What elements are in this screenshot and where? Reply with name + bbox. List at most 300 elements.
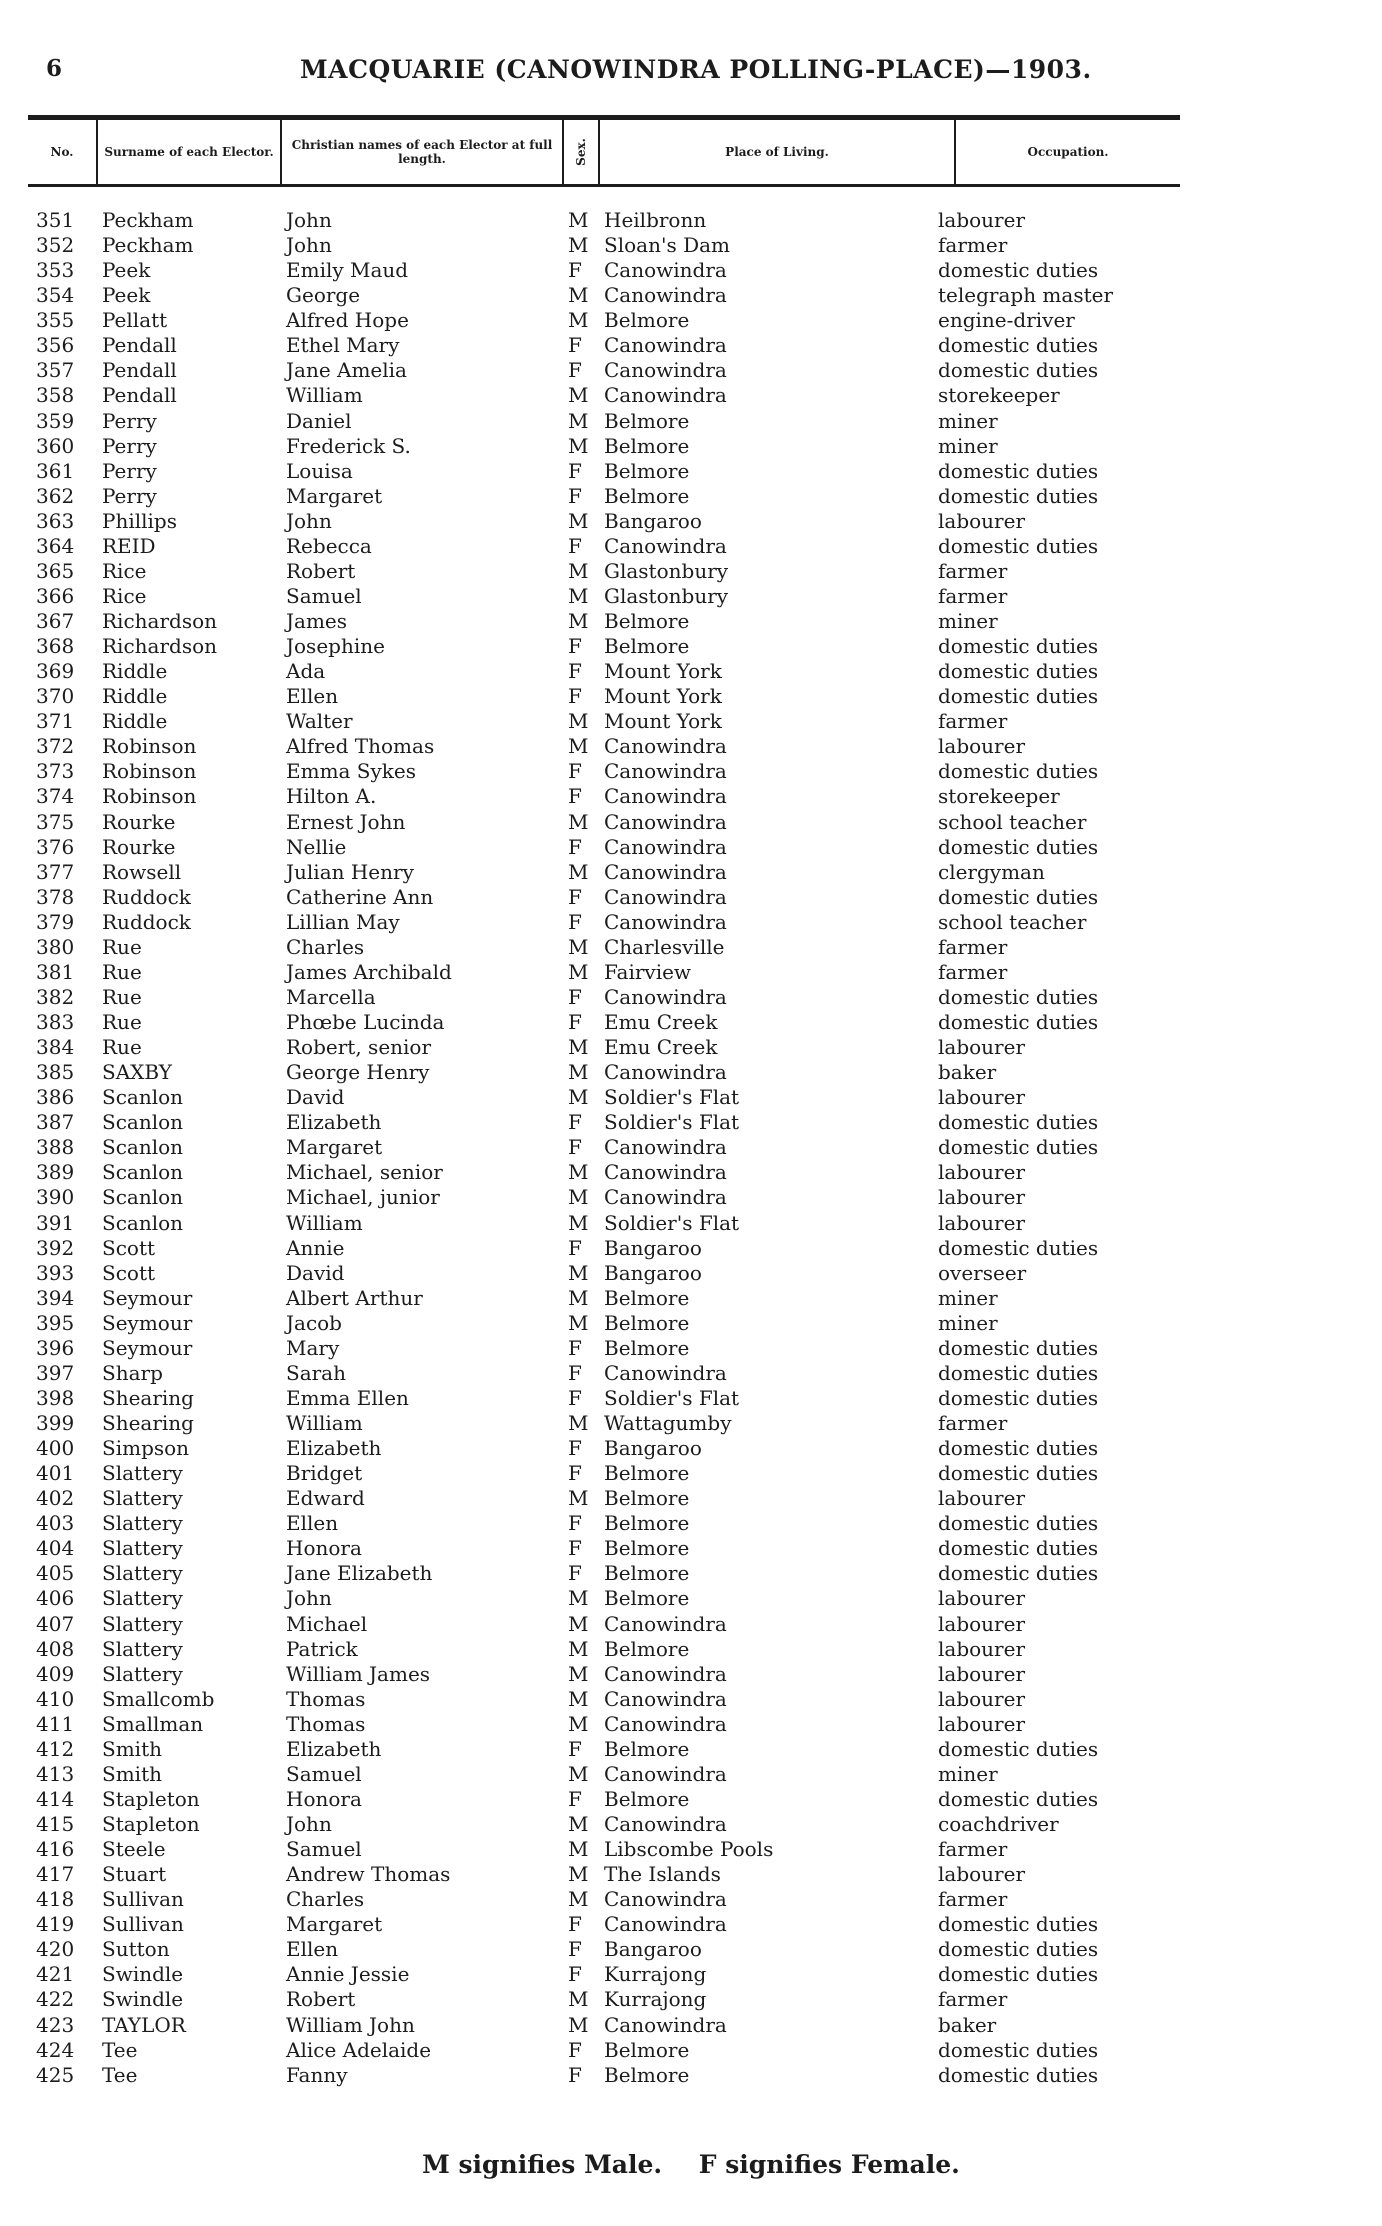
row-surname: Seymour [102,1335,193,1360]
row-number: 353 [36,258,75,283]
row-christian-names: Jane Elizabeth [286,1561,433,1586]
row-occupation: domestic duties [938,659,1099,684]
row-place-of-living: Belmore [604,308,690,333]
table-row [0,459,1382,484]
row-christian-names: Nellie [286,834,347,859]
row-surname: Pellatt [102,308,168,333]
row-christian-names: Samuel [286,1837,362,1862]
row-christian-names: William John [286,2012,415,2037]
row-occupation: farmer [938,233,1008,258]
row-place-of-living: Canowindra [604,784,727,809]
row-christian-names: Emma Ellen [286,1385,409,1410]
row-surname: Slattery [102,1486,183,1511]
table-row [0,1110,1382,1135]
row-number: 387 [36,1110,75,1135]
row-surname: Rue [102,984,142,1009]
row-christian-names: Rebecca [286,533,372,558]
row-christian-names: Emily Maud [286,258,409,283]
row-place-of-living: Canowindra [604,1060,727,1085]
row-number: 383 [36,1010,75,1034]
row-christian-names: Marcella [286,984,376,1009]
row-number: 394 [36,1285,75,1310]
row-place-of-living: Canowindra [604,1135,727,1160]
table-row [0,1185,1382,1210]
row-sex: F [568,884,582,909]
row-place-of-living: Belmore [604,1586,690,1611]
row-number: 396 [36,1335,75,1360]
row-surname: Slattery [102,1586,183,1611]
row-sex: F [568,533,582,558]
row-christian-names: Albert Arthur [286,1285,423,1310]
row-place-of-living: Kurrajong [604,1987,707,2012]
row-place-of-living: Mount York [604,709,722,734]
row-christian-names: Louisa [286,458,353,483]
row-number: 352 [36,233,75,258]
row-occupation: labourer [938,1185,1026,1210]
row-surname: Scott [102,1260,156,1285]
row-sex: M [568,1210,589,1235]
row-surname: Scanlon [102,1110,184,1135]
row-sex: M [568,233,589,258]
table-row [0,1787,1382,1812]
row-sex: M [568,1586,589,1611]
row-place-of-living: Bangaroo [604,1436,702,1461]
table-row [0,208,1382,233]
row-surname: Rue [102,1010,142,1034]
row-number: 372 [36,734,75,759]
row-number: 418 [36,1887,75,1912]
row-sex: F [568,1511,582,1536]
row-number: 356 [36,333,75,358]
row-christian-names: Andrew Thomas [286,1862,451,1887]
table-row [0,1887,1382,1912]
row-christian-names: Annie [286,1235,345,1260]
row-surname: Scanlon [102,1135,184,1160]
row-occupation: farmer [938,1411,1008,1435]
row-christian-names: Charles [286,1887,365,1912]
row-sex: M [568,1761,589,1786]
row-place-of-living: Belmore [604,408,690,433]
row-surname: Rue [102,934,142,959]
row-christian-names: William [286,1411,363,1435]
row-number: 411 [36,1711,75,1736]
footer-female-note: F signifies Female. [698,2150,960,2179]
table-row [0,1987,1382,2012]
page-title: MACQUARIE (CANOWINDRA POLLING-PLACE)—1903. [300,55,1092,84]
row-number: 373 [36,759,75,784]
row-sex: M [568,1661,589,1686]
row-sex: M [568,1486,589,1511]
row-surname: Rourke [102,809,176,834]
table-row [0,1361,1382,1386]
row-occupation: domestic duties [938,684,1099,709]
row-christian-names: Honora [286,1536,362,1561]
row-surname: Slattery [102,1461,183,1486]
footer-male-note: M signifies Male. [422,2150,663,2179]
table-row [0,1085,1382,1110]
row-occupation: farmer [938,583,1008,608]
row-christian-names: Mary [286,1335,340,1360]
column-header-occupation: Occupation. [1027,145,1109,159]
row-number: 376 [36,834,75,859]
table-row [0,1060,1382,1085]
row-occupation: domestic duties [938,458,1099,483]
row-occupation: labourer [938,208,1026,232]
row-surname: Perry [102,433,157,458]
row-place-of-living: Belmore [604,1511,690,1536]
row-place-of-living: Canowindra [604,283,727,308]
table-row [0,910,1382,935]
row-number: 402 [36,1486,75,1511]
row-place-of-living: Belmore [604,1636,690,1661]
row-occupation: miner [938,1285,998,1310]
row-place-of-living: Charlesville [604,934,725,959]
row-christian-names: James Archibald [286,959,452,984]
row-sex: F [568,684,582,709]
table-row [0,1586,1382,1611]
row-place-of-living: Belmore [604,1285,690,1310]
row-occupation: farmer [938,934,1008,959]
row-occupation: school teacher [938,809,1087,834]
table-row [0,1637,1382,1662]
row-place-of-living: Bangaroo [604,1260,702,1285]
row-sex: F [568,1786,582,1811]
row-surname: Simpson [102,1436,190,1461]
row-surname: Rue [102,1035,142,1060]
row-occupation: domestic duties [938,1235,1099,1260]
row-surname: Stapleton [102,1812,200,1836]
table-row [0,1862,1382,1887]
row-sex: M [568,208,589,232]
table-row [0,233,1382,258]
row-place-of-living: Wattagumby [604,1411,732,1435]
row-number: 375 [36,809,75,834]
row-surname: Shearing [102,1411,194,1435]
row-occupation: labourer [938,1611,1026,1636]
row-sex: F [568,1235,582,1260]
row-sex: M [568,1611,589,1636]
table-row [0,684,1382,709]
row-christian-names: Hilton A. [286,784,377,809]
row-place-of-living: Canowindra [604,1686,727,1711]
table-row [0,1486,1382,1511]
table-row [0,383,1382,408]
row-surname: SAXBY [102,1060,172,1085]
row-place-of-living: Canowindra [604,1160,727,1185]
row-sex: F [568,483,582,508]
table-row [0,1812,1382,1837]
row-occupation: domestic duties [938,483,1099,508]
row-number: 401 [36,1461,75,1486]
row-occupation: engine-driver [938,308,1075,333]
row-christian-names: Elizabeth [286,1736,382,1761]
row-place-of-living: Canowindra [604,1611,727,1636]
table-row [0,1962,1382,1987]
row-sex: M [568,1862,589,1887]
row-place-of-living: Canowindra [604,333,727,358]
row-christian-names: Bridget [286,1461,363,1486]
row-place-of-living: Canowindra [604,383,727,408]
row-christian-names: Robert, senior [286,1035,432,1060]
row-christian-names: Fanny [286,2062,348,2087]
table-row [0,734,1382,759]
row-place-of-living: Mount York [604,684,722,709]
row-surname: Riddle [102,684,168,709]
table-row [0,1436,1382,1461]
table-row [0,283,1382,308]
row-number: 366 [36,583,75,608]
row-place-of-living: Libscombe Pools [604,1837,774,1862]
row-surname: Ruddock [102,884,191,909]
row-occupation: domestic duties [938,1110,1099,1135]
row-sex: F [568,634,582,659]
row-place-of-living: Belmore [604,1461,690,1486]
row-surname: Pendall [102,383,177,408]
table-row [0,2038,1382,2063]
row-sex: F [568,1110,582,1135]
row-place-of-living: Canowindra [604,1711,727,1736]
row-sex: F [568,1561,582,1586]
table-row [0,1336,1382,1361]
row-occupation: domestic duties [938,1010,1099,1034]
column-header-surname: Surname of each Elector. [98,120,282,184]
table-row [0,333,1382,358]
row-surname: Scanlon [102,1160,184,1185]
table-row [0,559,1382,584]
row-surname: Tee [102,2062,138,2087]
row-number: 409 [36,1661,75,1686]
table-row [0,1411,1382,1436]
row-number: 397 [36,1360,75,1385]
row-number: 351 [36,208,75,232]
row-christian-names: David [286,1260,345,1285]
row-surname: Scott [102,1235,156,1260]
table-row [0,358,1382,383]
table-row [0,609,1382,634]
table-row [0,1236,1382,1261]
row-christian-names: William [286,1210,363,1235]
row-surname: Peek [102,283,151,308]
row-surname: REID [102,533,156,558]
row-sex: F [568,2037,582,2062]
row-christian-names: George Henry [286,1060,430,1085]
row-number: 384 [36,1035,75,1060]
row-sex: F [568,1912,582,1937]
row-sex: M [568,1987,589,2012]
row-surname: Peckham [102,208,194,232]
row-number: 382 [36,984,75,1009]
table-row [0,1737,1382,1762]
table-row [0,2013,1382,2038]
row-place-of-living: Belmore [604,2037,690,2062]
row-place-of-living: Canowindra [604,734,727,759]
row-number: 391 [36,1210,75,1235]
row-number: 410 [36,1686,75,1711]
row-sex: M [568,508,589,533]
table-row [0,634,1382,659]
row-number: 404 [36,1536,75,1561]
table-row [0,484,1382,509]
table-row [0,810,1382,835]
row-number: 365 [36,558,75,583]
row-surname: Seymour [102,1310,193,1335]
row-sex: M [568,408,589,433]
row-surname: Sullivan [102,1912,184,1937]
row-christian-names: George [286,283,361,308]
row-sex: M [568,609,589,633]
row-place-of-living: Soldier's Flat [604,1385,740,1410]
row-number: 364 [36,533,75,558]
row-christian-names: Robert [286,558,356,583]
row-surname: Robinson [102,759,197,784]
row-sex: F [568,458,582,483]
row-occupation: farmer [938,558,1008,583]
table-row [0,709,1382,734]
row-number: 361 [36,458,75,483]
row-christian-names: John [286,1586,332,1611]
row-occupation: coachdriver [938,1812,1059,1836]
row-occupation: domestic duties [938,1536,1099,1561]
row-occupation: miner [938,1310,998,1335]
row-occupation: domestic duties [938,1786,1099,1811]
table-row [0,985,1382,1010]
row-place-of-living: Heilbronn [604,208,707,232]
row-christian-names: Samuel [286,1761,362,1786]
row-sex: M [568,934,589,959]
row-christian-names: John [286,508,332,533]
table-row [0,1261,1382,1286]
table-row [0,2063,1382,2088]
row-place-of-living: Bangaroo [604,1937,702,1962]
row-christian-names: Honora [286,1786,362,1811]
row-number: 420 [36,1937,75,1962]
row-christian-names: Edward [286,1486,365,1511]
row-occupation: labourer [938,1636,1026,1661]
row-sex: F [568,1736,582,1761]
row-surname: Peek [102,258,151,283]
row-number: 423 [36,2012,75,2037]
column-header-no: No. [28,120,98,184]
row-surname: Sharp [102,1360,163,1385]
row-surname: Slattery [102,1561,183,1586]
row-place-of-living: Belmore [604,1536,690,1561]
table-row [0,1211,1382,1236]
row-surname: Slattery [102,1611,183,1636]
row-christian-names: Ellen [286,1937,339,1962]
row-place-of-living: Soldier's Flat [604,1110,740,1135]
row-number: 355 [36,308,75,333]
row-place-of-living: Canowindra [604,859,727,884]
row-number: 362 [36,483,75,508]
row-number: 357 [36,358,75,383]
table-row [0,860,1382,885]
row-place-of-living: Belmore [604,1736,690,1761]
row-number: 374 [36,784,75,809]
row-sex: F [568,2062,582,2087]
row-occupation: domestic duties [938,1461,1099,1486]
row-place-of-living: Canowindra [604,834,727,859]
row-christian-names: William [286,383,363,408]
row-sex: F [568,1461,582,1486]
row-surname: Pendall [102,358,177,383]
row-occupation: labourer [938,1486,1026,1511]
row-surname: Smallcomb [102,1686,215,1711]
row-number: 398 [36,1385,75,1410]
row-surname: TAYLOR [102,2012,186,2037]
row-occupation: miner [938,609,998,633]
row-occupation: domestic duties [938,333,1099,358]
row-number: 388 [36,1135,75,1160]
row-sex: F [568,1135,582,1160]
row-sex: F [568,1536,582,1561]
row-number: 417 [36,1862,75,1887]
table-row [0,1536,1382,1561]
row-surname: Perry [102,408,157,433]
row-surname: Rowsell [102,859,182,884]
row-place-of-living: Canowindra [604,1761,727,1786]
table-row [0,1937,1382,1962]
row-number: 386 [36,1085,75,1110]
row-number: 359 [36,408,75,433]
row-number: 399 [36,1411,75,1435]
row-occupation: school teacher [938,909,1087,934]
row-christian-names: James [286,609,348,633]
row-sex: M [568,1411,589,1435]
table-row [0,1662,1382,1687]
row-sex: F [568,1010,582,1034]
row-surname: Slattery [102,1536,183,1561]
row-sex: M [568,2012,589,2037]
footer-legend [0,2150,1382,2179]
row-surname: Pendall [102,333,177,358]
row-place-of-living: Bangaroo [604,508,702,533]
row-number: 371 [36,709,75,734]
row-surname: Perry [102,483,157,508]
table-row [0,1612,1382,1637]
row-sex: M [568,959,589,984]
row-occupation: farmer [938,959,1008,984]
row-sex: M [568,1812,589,1836]
row-place-of-living: Mount York [604,659,722,684]
row-occupation: baker [938,2012,997,2037]
row-place-of-living: Fairview [604,959,692,984]
row-surname: Stuart [102,1862,167,1887]
row-number: 379 [36,909,75,934]
row-christian-names: Annie Jessie [286,1962,410,1987]
row-christian-names: Emma Sykes [286,759,417,784]
table-row [0,258,1382,283]
row-christian-names: Margaret [286,1135,383,1160]
row-occupation: labourer [938,1035,1026,1060]
row-place-of-living: Belmore [604,1561,690,1586]
row-place-of-living: Belmore [604,433,690,458]
row-place-of-living: Canowindra [604,1360,727,1385]
row-place-of-living: Emu Creek [604,1010,718,1034]
row-occupation: miner [938,433,998,458]
row-sex: M [568,583,589,608]
table-row [0,434,1382,459]
row-occupation: domestic duties [938,1962,1099,1987]
row-occupation: domestic duties [938,1135,1099,1160]
row-sex: M [568,709,589,734]
row-place-of-living: Canowindra [604,1185,727,1210]
row-place-of-living: Belmore [604,483,690,508]
row-occupation: domestic duties [938,1385,1099,1410]
row-christian-names: Ellen [286,684,339,709]
table-row [0,1712,1382,1737]
table-row [0,1762,1382,1787]
row-number: 393 [36,1260,75,1285]
